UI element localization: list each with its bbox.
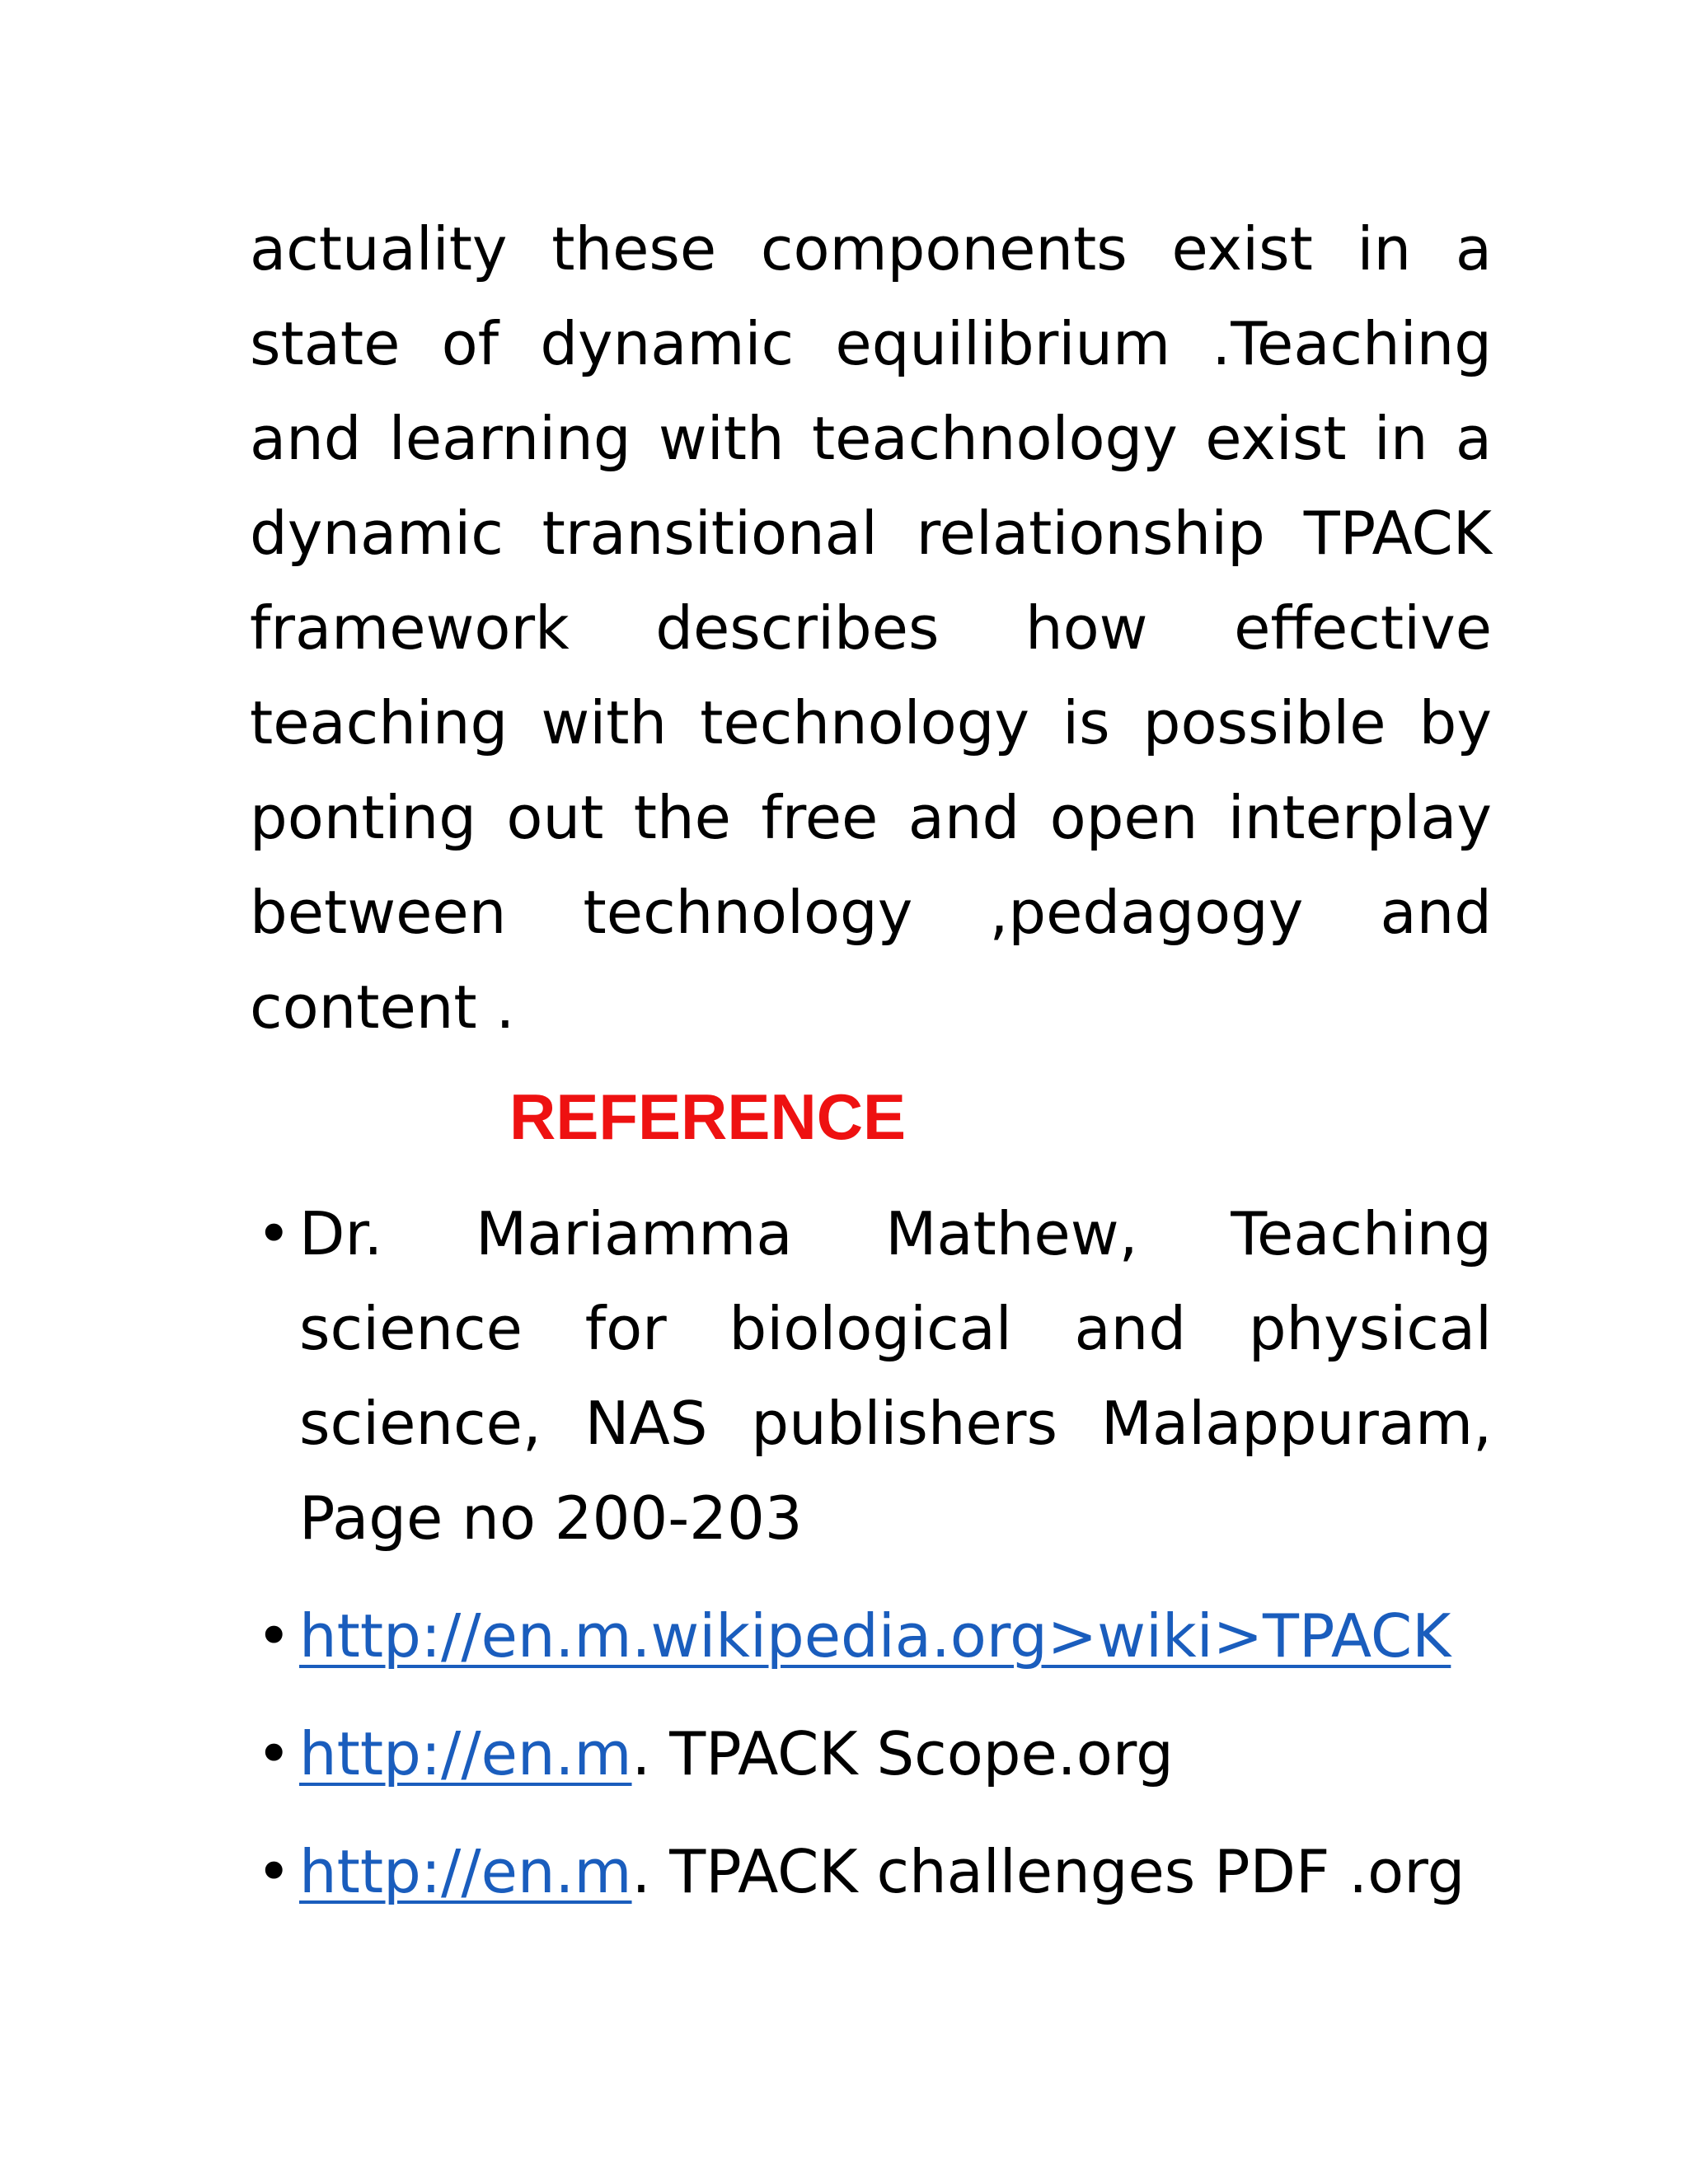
bullet-icon: • — [256, 1199, 292, 1268]
reference-item — [250, 1589, 1492, 1684]
bullet-icon: • — [256, 1719, 292, 1788]
reference-item — [250, 1707, 1492, 1802]
reference-item — [250, 1825, 1492, 1919]
reference-suffix: . TPACK challenges PDF .org — [631, 1837, 1465, 1906]
body-paragraph: actuality these components exist in a state of dynamic equilibrium .Teaching and learning with teachnology exist in a dynamic transitional relationship TPACK framework describes how effective teaching with technology is possible by ponting out the free and open interplay between technology ,pedagogy and content . — [250, 214, 1492, 1042]
reference-link[interactable]: http://en.m — [299, 1837, 632, 1906]
reference-heading: REFERENCE — [509, 1080, 907, 1153]
reference-link[interactable]: http://en.m — [299, 1719, 632, 1788]
reference-list — [250, 1187, 1492, 1919]
reference-item — [250, 1187, 1492, 1566]
reference-link[interactable]: http://en.m.wikipedia.org>wiki>TPACK — [299, 1601, 1451, 1671]
bullet-icon: • — [256, 1837, 292, 1906]
reference-suffix: . TPACK Scope.org — [631, 1719, 1174, 1788]
bullet-icon: • — [256, 1601, 292, 1671]
reference-text: Dr. Mariamma Mathew, Teaching science for biological and physical science, NAS publishers Malappuram, Page no 200-203 — [299, 1199, 1492, 1553]
